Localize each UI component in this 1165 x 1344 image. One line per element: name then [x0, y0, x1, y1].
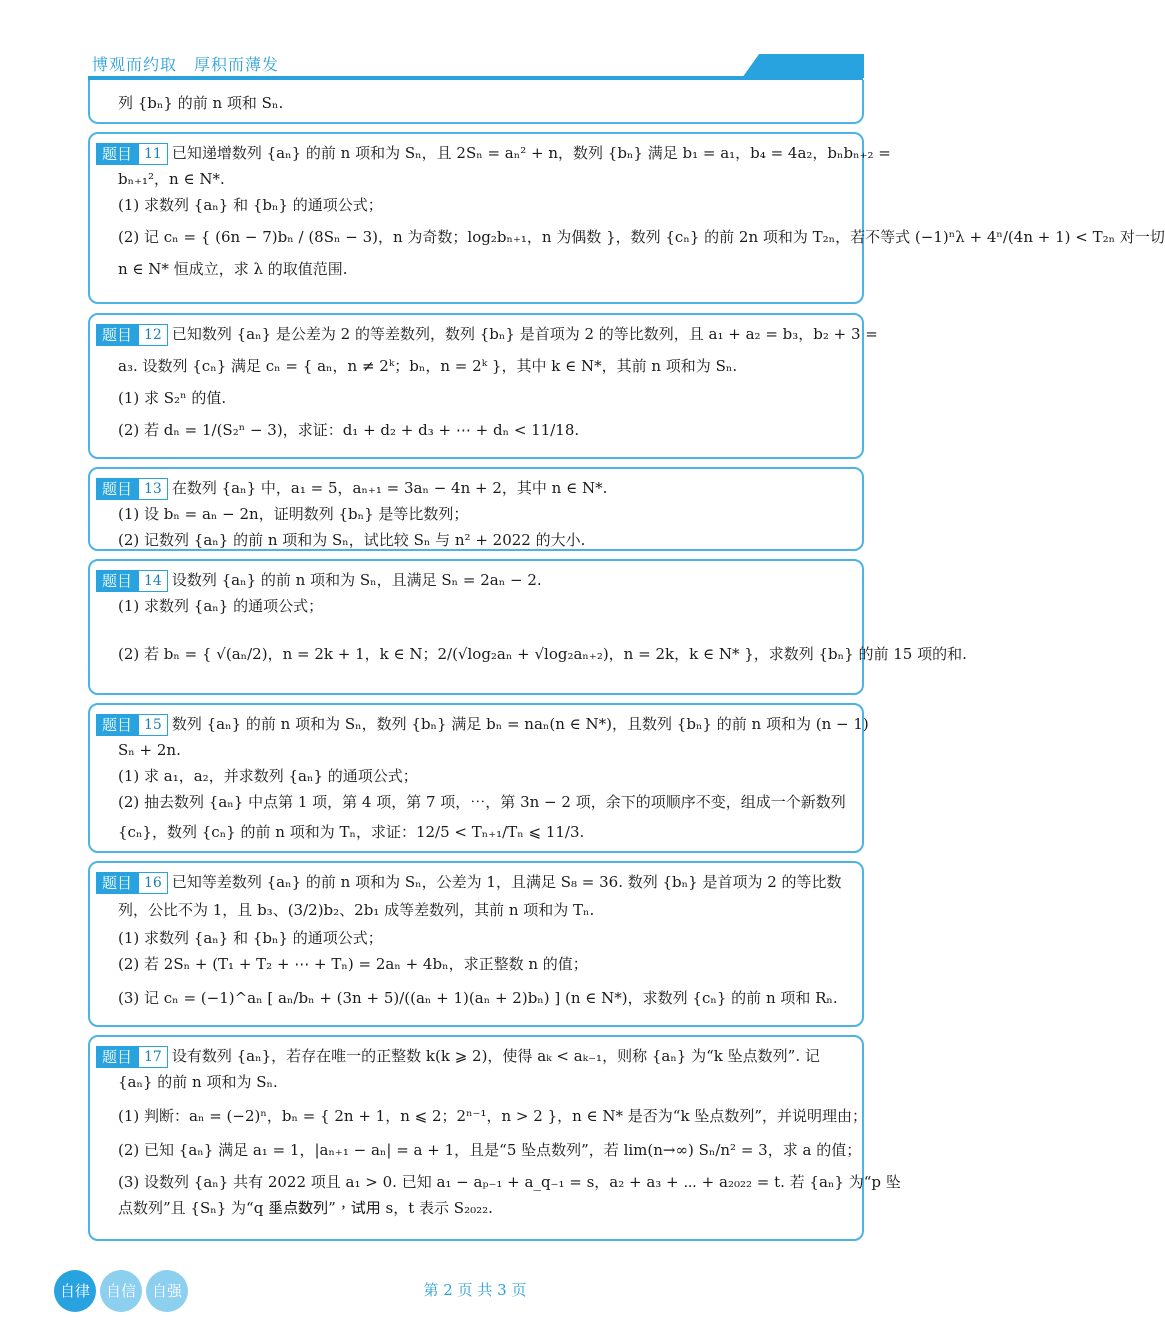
problem-line: 已知数列 {aₙ} 是公差为 2 的等差数列，数列 {bₙ} 是首项为 2 的等比数列，且 a₁ + a₂ = b₃，b₂ + 3 =	[171, 325, 878, 343]
problem-number: 12	[138, 324, 168, 346]
footer-badge-ziqiang: 自强	[146, 1270, 188, 1312]
problem-number: 11	[138, 143, 168, 165]
problem-line: {cₙ}，数列 {cₙ} 的前 n 项和为 Tₙ，求证：12/5 < Tₙ₊₁/Tₙ ⩽ 11/3.	[118, 823, 585, 841]
problem-17	[88, 1035, 901, 1241]
problem-label: 题目	[96, 1046, 138, 1068]
problem-line: 列，公比不为 1，且 b₃、(3/2)b₂、2b₁ 成等差数列，其前 n 项和为 Tₙ.	[118, 901, 595, 919]
problem-11	[88, 132, 1165, 304]
problem-line: Sₙ + 2n.	[118, 741, 181, 759]
problem-line: 数列 {aₙ} 的前 n 项和为 Sₙ，数列 {bₙ} 满足 bₙ = naₙ(n ∈ N*)，且数列 {bₙ} 的前 n 项和为 (n − 1)	[171, 715, 869, 733]
problem-line: (2) 若 dₙ = 1/(S₂ⁿ − 3)，求证：d₁ + d₂ + d₃ + ⋯ + dₙ < 11/18.	[118, 421, 580, 439]
problem-label: 题目	[96, 872, 138, 894]
problem-line: 设有数列 {aₙ}，若存在唯一的正整数 k(k ⩾ 2)，使得 aₖ < aₖ₋₁，则称 {aₙ} 为“k 坠点数列”. 记	[171, 1047, 820, 1065]
problem-line: (1) 求数列 {aₙ} 的通项公式；	[118, 597, 324, 615]
problem-line: n ∈ N* 恒成立，求 λ 的取值范围.	[118, 260, 348, 278]
problem-line: (1) 求 a₁，a₂，并求数列 {aₙ} 的通项公式；	[118, 767, 418, 785]
problem-line: (2) 记数列 {aₙ} 的前 n 项和为 Sₙ，试比较 Sₙ 与 n² + 2022 的大小.	[118, 531, 586, 549]
continuation-box	[88, 80, 864, 124]
problem-line: 点数列”且 {Sₙ} 为“q 𡍮点数列”，试用 s，t 表示 S₂₀₂₂.	[118, 1199, 493, 1217]
problem-line: {aₙ} 的前 n 项和为 Sₙ.	[118, 1073, 278, 1091]
problem-14	[88, 559, 967, 695]
problem-line: bₙ₊₁²，n ∈ N*.	[118, 170, 225, 188]
problem-line: (1) 求数列 {aₙ} 和 {bₙ} 的通项公式；	[118, 196, 383, 214]
continuation-text: 列 {bₙ} 的前 n 项和 Sₙ.	[118, 94, 284, 112]
page-number: 第 2 页 共 3 页	[423, 1281, 527, 1299]
problem-13	[88, 467, 864, 551]
problem-line: (3) 记 cₙ = (−1)^aₙ [ aₙ/bₙ + (3n + 5)/((aₙ + 1)(aₙ + 2)bₙ) ] (n ∈ N*)，求数列 {cₙ} 的前 n 项和 Rₙ.	[118, 989, 838, 1007]
problem-line: (1) 求 S₂ⁿ 的值.	[118, 389, 227, 407]
problem-line: 已知等差数列 {aₙ} 的前 n 项和为 Sₙ，公差为 1，且满足 S₈ = 36. 数列 {bₙ} 是首项为 2 的等比数	[171, 873, 842, 891]
problem-line: (1) 求数列 {aₙ} 和 {bₙ} 的通项公式；	[118, 929, 383, 947]
problem-label: 题目	[96, 570, 138, 592]
problem-12	[88, 313, 878, 459]
footer-badge-zilv: 自律	[54, 1270, 96, 1312]
footer-badge-zixin: 自信	[100, 1270, 142, 1312]
problem-line: (2) 抽去数列 {aₙ} 中点第 1 项，第 4 项，第 7 项，⋯，第 3n − 2 项，余下的项顺序不变，组成一个新数列	[118, 793, 846, 811]
problem-line: (2) 若 2Sₙ + (T₁ + T₂ + ⋯ + Tₙ) = 2aₙ + 4bₙ，求正整数 n 的值；	[118, 955, 588, 973]
problem-line: (1) 设 bₙ = aₙ − 2n，证明数列 {bₙ} 是等比数列；	[118, 505, 469, 523]
problem-line: 在数列 {aₙ} 中，a₁ = 5，aₙ₊₁ = 3aₙ − 4n + 2，其中 n ∈ N*.	[171, 479, 608, 497]
problem-line: a₃. 设数列 {cₙ} 满足 cₙ = { aₙ，n ≠ 2ᵏ；bₙ，n = 2ᵏ }，其中 k ∈ N*，其前 n 项和为 Sₙ.	[118, 357, 738, 375]
problem-15	[88, 703, 869, 853]
problem-number: 16	[138, 872, 168, 894]
problem-line: (3) 设数列 {aₙ} 共有 2022 项且 a₁ > 0. 已知 a₁ − aₚ₋₁ + a_q₋₁ = s，a₂ + a₃ + ⋯ + a₂₀₂₂ = t. 若 {aₙ} 为“p 坠	[118, 1173, 901, 1191]
problem-label: 题目	[96, 143, 138, 165]
header-slogan: 博观而约取 厚积而薄发	[92, 55, 280, 74]
problem-label: 题目	[96, 324, 138, 346]
problem-line: 设数列 {aₙ} 的前 n 项和为 Sₙ，且满足 Sₙ = 2aₙ − 2.	[171, 571, 542, 589]
problem-label: 题目	[96, 478, 138, 500]
problem-number: 15	[138, 714, 168, 736]
problem-number: 17	[138, 1046, 168, 1068]
header-tab	[742, 54, 864, 78]
problem-16	[88, 861, 864, 1027]
problem-line: (2) 记 cₙ = { (6n − 7)bₙ / (8Sₙ − 3)，n 为奇数；log₂bₙ₊₁，n 为偶数 }，数列 {cₙ} 的前 2n 项和为 T₂ₙ，若不等式 (−1)ⁿλ + 4ⁿ/(4n + 1) < T₂ₙ 对一切	[118, 228, 1165, 246]
problem-line: 已知递增数列 {aₙ} 的前 n 项和为 Sₙ，且 2Sₙ = aₙ² + n，数列 {bₙ} 满足 b₁ = a₁，b₄ = 4a₂，bₙbₙ₊₂ =	[171, 144, 891, 162]
problem-label: 题目	[96, 714, 138, 736]
problem-number: 14	[138, 570, 168, 592]
problem-line: (2) 若 bₙ = { √(aₙ/2)，n = 2k + 1，k ∈ N；2/(√log₂aₙ + √log₂aₙ₊₂)，n = 2k，k ∈ N* }，求数列 {bₙ} 的前 15 项的和.	[118, 645, 967, 663]
problem-number: 13	[138, 478, 168, 500]
problem-line: (2) 已知 {aₙ} 满足 a₁ = 1，|aₙ₊₁ − aₙ| = a + 1，且是“5 坠点数列”，若 lim(n→∞) Sₙ/n² = 3，求 a 的值；	[118, 1141, 862, 1159]
problem-line: (1) 判断：aₙ = (−2)ⁿ，bₙ = { 2n + 1，n ⩽ 2；2ⁿ⁻¹，n > 2 }，n ∈ N* 是否为“k 坠点数列”，并说明理由；	[118, 1107, 867, 1125]
